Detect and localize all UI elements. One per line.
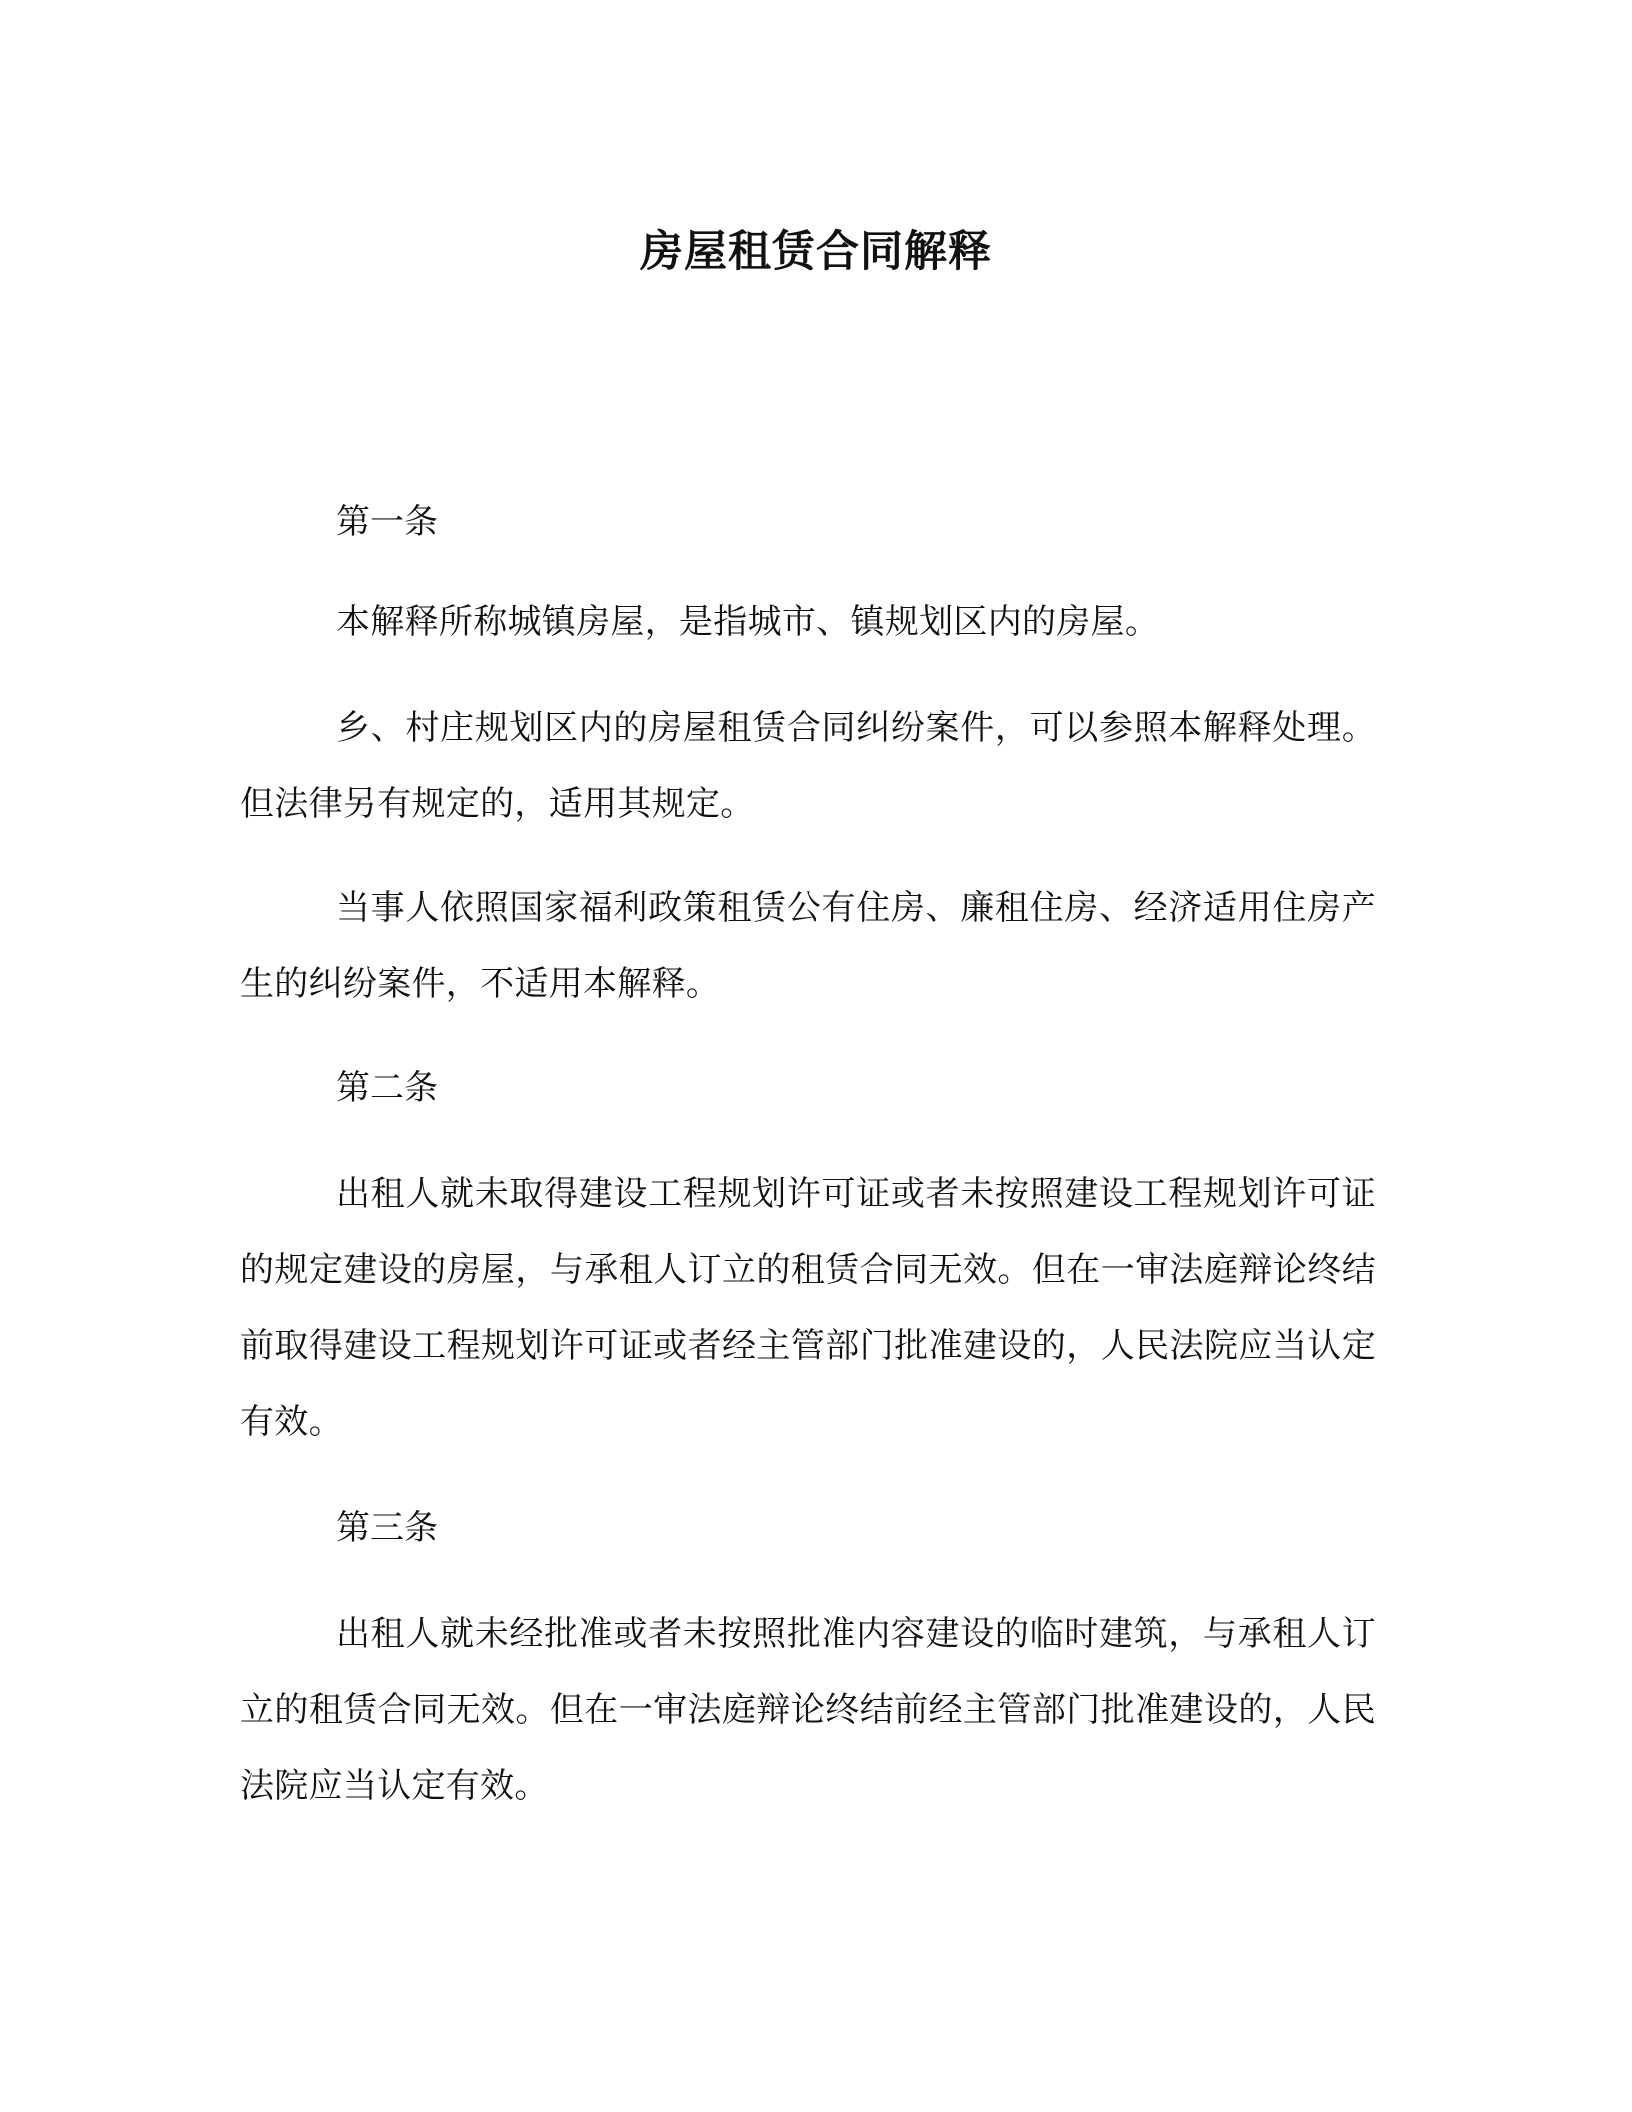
article-heading-2: 第二条 xyxy=(336,1068,438,1108)
article-1-paragraph-2: 乡、村庄规划区内的房屋租赁合同纠纷案件，可以参照本解释处理。但法律另有规定的，适用其规定。 xyxy=(240,708,1376,824)
document-title: 房屋租赁合同解释 xyxy=(640,227,992,277)
article-1-paragraph-3: 当事人依照国家福利政策租赁公有住房、廉租住房、经济适用住房产生的纠纷案件，不适用本解释。 xyxy=(240,888,1376,1004)
article-heading-3: 第三条 xyxy=(336,1508,438,1548)
article-3-paragraph-1: 出租人就未经批准或者未按照批准内容建设的临时建筑，与承租人订立的租赁合同无效。但在一审法庭辩论终结前经主管部门批准建设的，人民法院应当认定有效。 xyxy=(240,1614,1376,1806)
article-2-paragraph-1: 出租人就未取得建设工程规划许可证或者未按照建设工程规划许可证的规定建设的房屋，与承租人订立的租赁合同无效。但在一审法庭辩论终结前取得建设工程规划许可证或者经主管部门批准建设的，人民法院应当认定有效。 xyxy=(240,1174,1376,1442)
article-heading-1: 第一条 xyxy=(336,502,438,542)
article-1-paragraph-1: 本解释所称城镇房屋，是指城市、镇规划区内的房屋。 xyxy=(336,602,1160,642)
